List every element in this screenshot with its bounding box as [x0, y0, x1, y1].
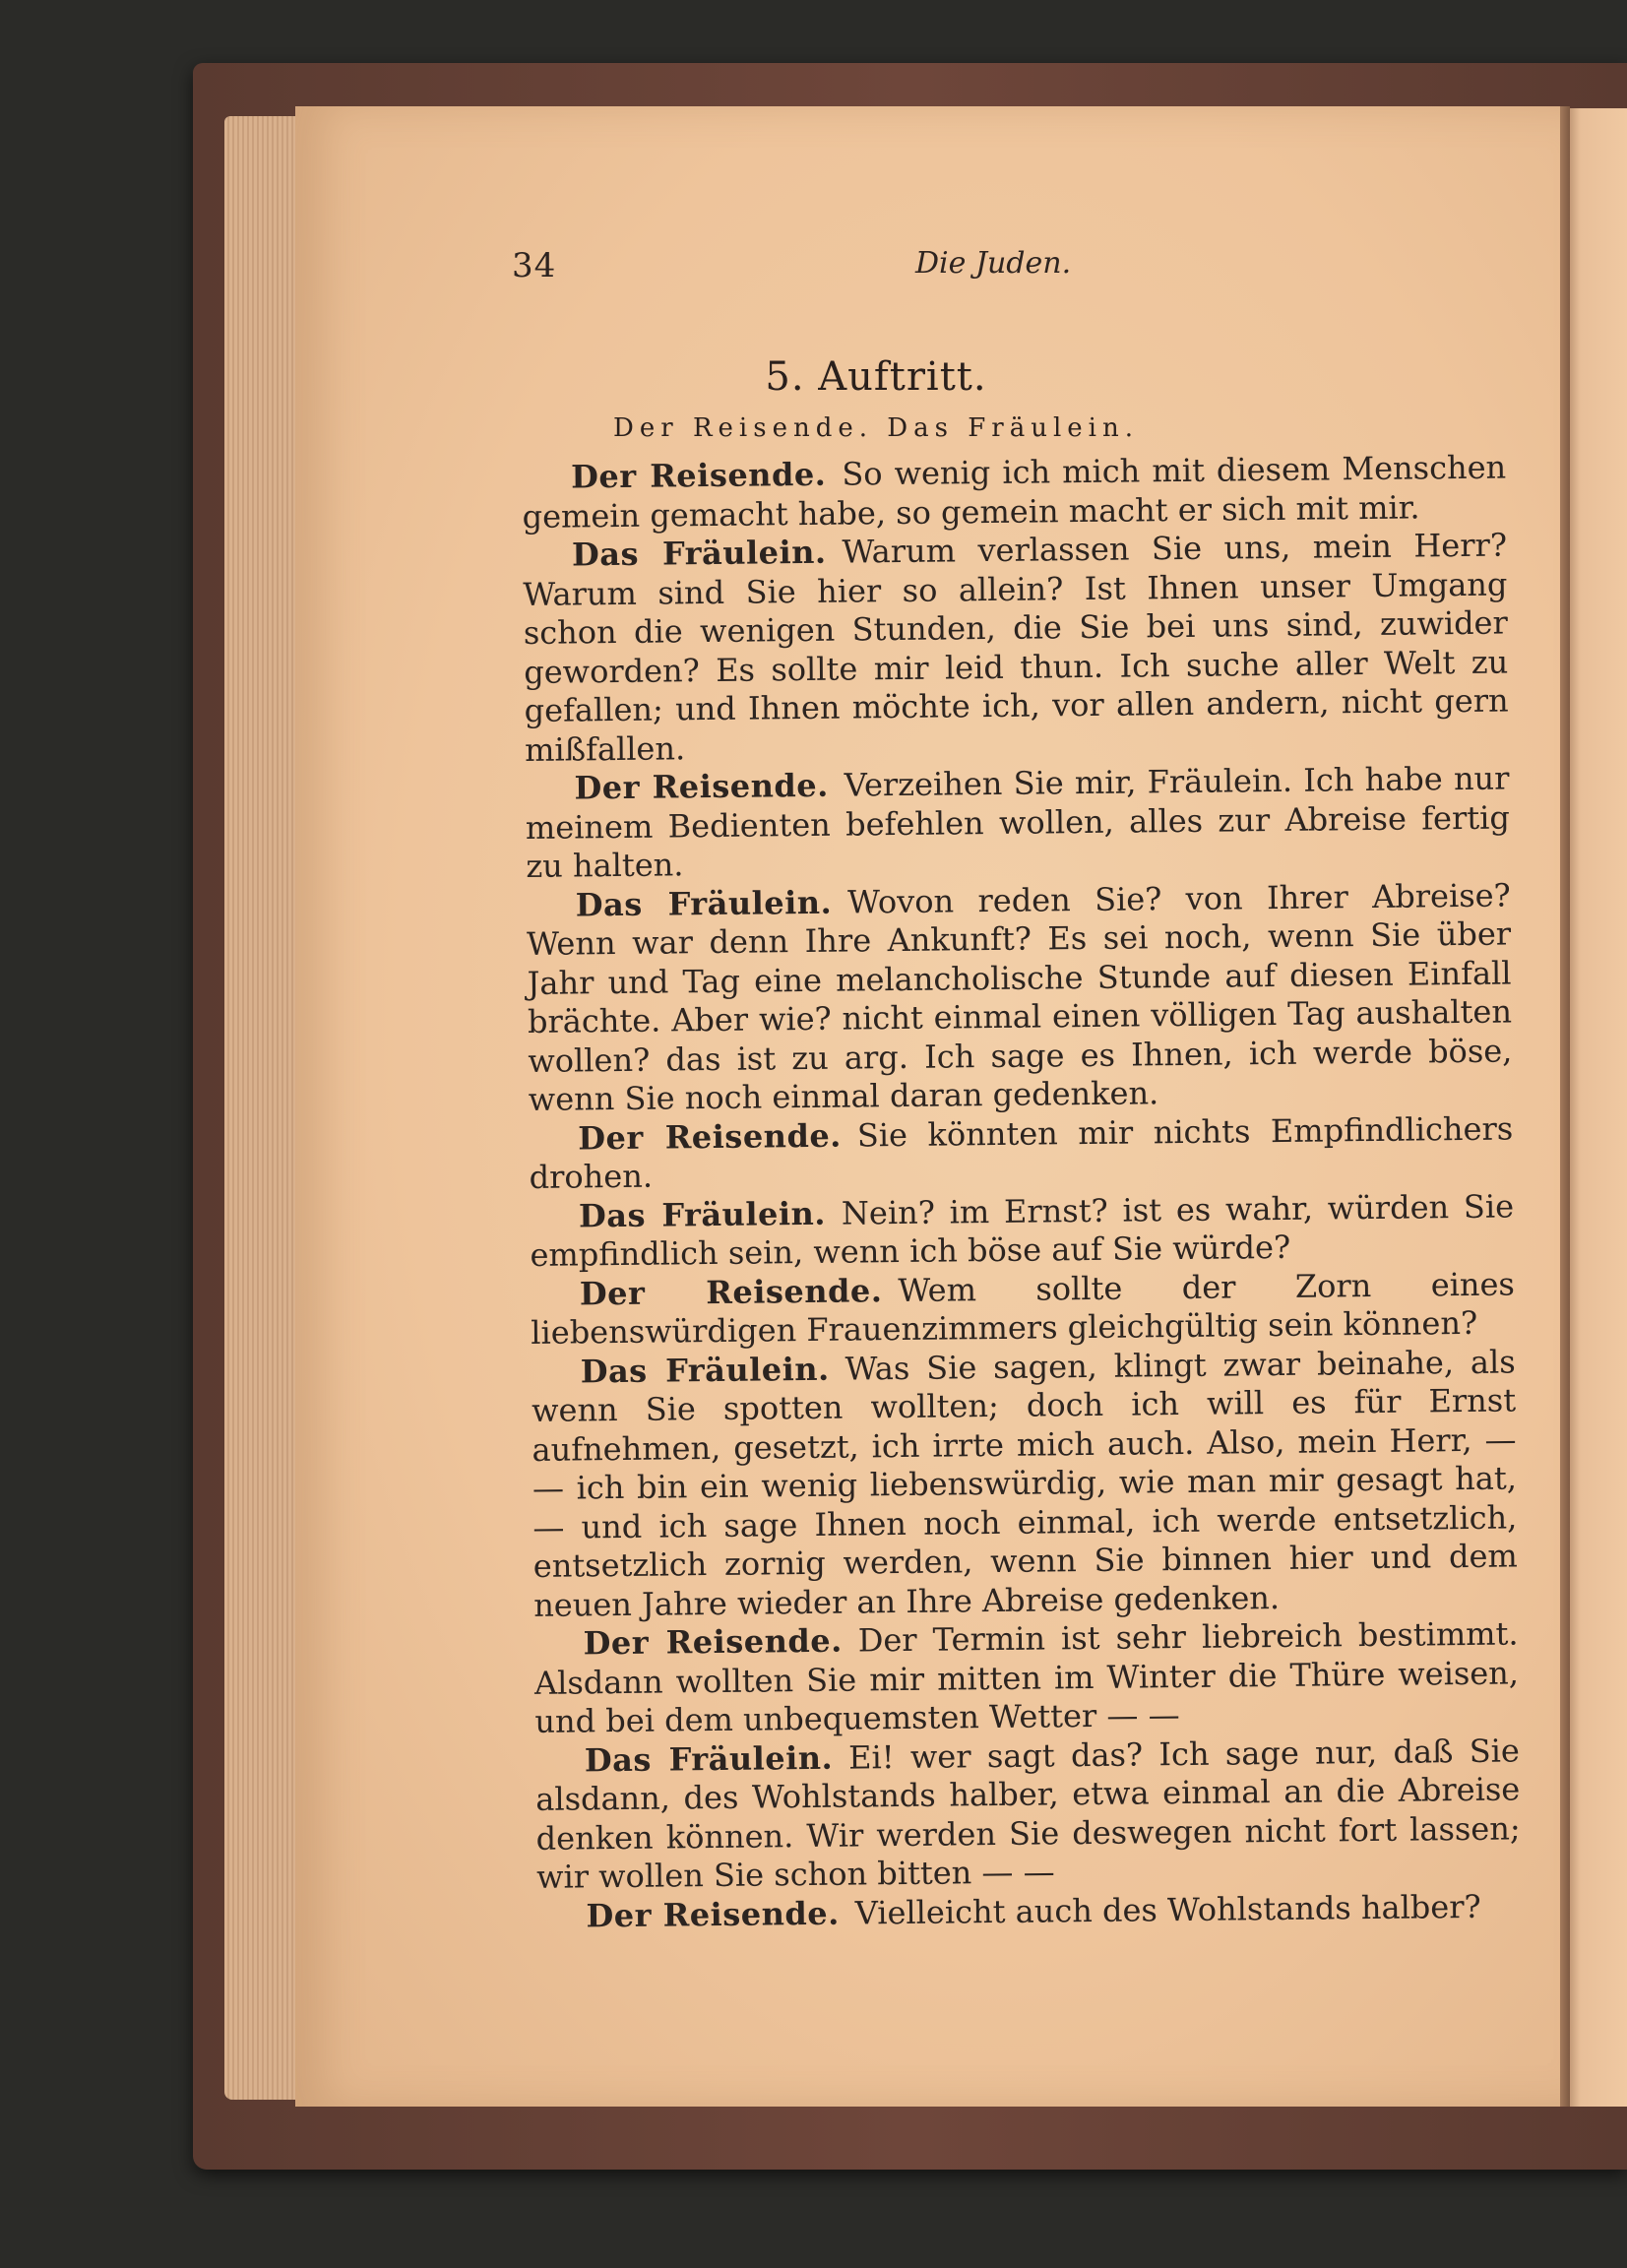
- speech-text: Wovon reden Sie? von Ihrer Abreise? Wenn war denn Ihre Ankunft? Es sei noch, wenn Sie über Jahr und Tag eine melancholische Stunde auf diesen Einfall brächte. Aber wie? nicht einmal einen völligen Tag aushalten wollen? das ist zu arg. Ich sage es Ihnen, ich werde böse, wenn Sie noch einmal daran gedenken.: [526, 876, 1513, 1118]
- speaker-name: Der Reisende.: [583, 1621, 843, 1663]
- speaker-name: Der Reisende.: [586, 1894, 840, 1934]
- scene-characters: Der Reisende. Das Fräulein.: [613, 413, 1139, 443]
- speech-paragraph: [531, 1265, 1516, 1353]
- speech-paragraph: [522, 449, 1507, 536]
- running-head: Die Juden.: [915, 246, 1072, 281]
- speaker-name: Der Reisende.: [574, 766, 829, 807]
- scene-title: 5. Auftritt.: [765, 354, 987, 400]
- speech-text: Ei! wer sagt das? Ich sage nur, daß Sie alsdann, des Wohlstands halber, etwa einmal an die Abreise denken können. Wir werden Sie deswegen nicht fort lassen; wir wollen Sie schon bitten — —: [535, 1731, 1521, 1896]
- speech-text: Der Termin ist sehr liebreich bestimmt. Alsdann wollten Sie mir mitten im Winter die Thüre weisen, und bei dem unbequemsten Wetter — —: [533, 1614, 1520, 1740]
- dialogue-body: [522, 449, 1522, 1936]
- speech-text: Was Sie sagen, klingt zwar beinahe, als wenn Sie spotten wollten; doch ich will es für Ernst aufnehmen, gesetzt, ich irrte mich auch. Also, mein Herr, — — ich bin ein wenig liebenswürdig, wie man mir gesagt hat, — und ich sage Ihnen noch einmal, ich werde entsetzlich, entsetzlich zornig werden, wenn Sie binnen hier und dem neuen Jahre wieder an Ihre Abreise gedenken.: [531, 1342, 1518, 1624]
- speech-paragraph: [529, 1109, 1514, 1197]
- speech-paragraph: [527, 876, 1513, 1119]
- speech-text: Warum verlassen Sie uns, mein Herr? Warum sind Sie hier so allein? Ist Ihnen unser Umgang schon die wenigen Stunden, die Sie bei uns sind, zuwider geworden? Es sollte mir leid thun. Ich suche aller Welt zu gefallen; und Ihnen möchte ich, vor allen andern, nicht gern mißfallen.: [523, 526, 1509, 769]
- facing-page-edge: [1565, 108, 1627, 2107]
- speech-paragraph: [533, 1614, 1519, 1741]
- page-number: 34: [512, 246, 557, 285]
- speech-text: Verzeihen Sie mir, Fräulein. Ich habe nur meinem Bedienten befehlen wollen, alles zur Abreise fertig zu halten.: [525, 759, 1511, 885]
- speaker-name: Der Reisende.: [570, 455, 827, 496]
- speech-paragraph: [535, 1732, 1522, 1897]
- speaker-name: Das Fräulein.: [584, 1738, 834, 1779]
- speech-text: Wem sollte der Zorn eines liebenswürdigen Frauenzimmers gleichgültig sein können?: [531, 1264, 1516, 1352]
- speech-paragraph: [530, 1187, 1515, 1275]
- speaker-name: Der Reisende.: [579, 1271, 883, 1312]
- speaker-name: Das Fräulein.: [578, 1194, 827, 1234]
- speech-text: So wenig ich mich mit diesem Menschen gemein gemacht habe, so gemein macht er sich mit mir.: [522, 448, 1507, 536]
- speaker-name: Das Fräulein.: [571, 533, 827, 574]
- speech-paragraph: [532, 1343, 1519, 1625]
- speech-text: Nein? im Ernst? ist es wahr, würden Sie empfindlich sein, wenn ich böse auf Sie würde?: [530, 1186, 1515, 1274]
- speech-text: Sie könnten mir nichts Empfindlichers drohen.: [529, 1108, 1514, 1196]
- speaker-name: Das Fräulein.: [575, 883, 833, 923]
- speaker-name: Der Reisende.: [578, 1116, 843, 1157]
- speaker-name: Das Fräulein.: [580, 1350, 830, 1390]
- book-gutter: [1560, 106, 1570, 2107]
- page-header: [512, 246, 1083, 285]
- speech-paragraph: [523, 527, 1509, 770]
- speech-paragraph: [525, 760, 1510, 887]
- speech-text: Vielleicht auch des Wohlstands halber?: [854, 1887, 1481, 1932]
